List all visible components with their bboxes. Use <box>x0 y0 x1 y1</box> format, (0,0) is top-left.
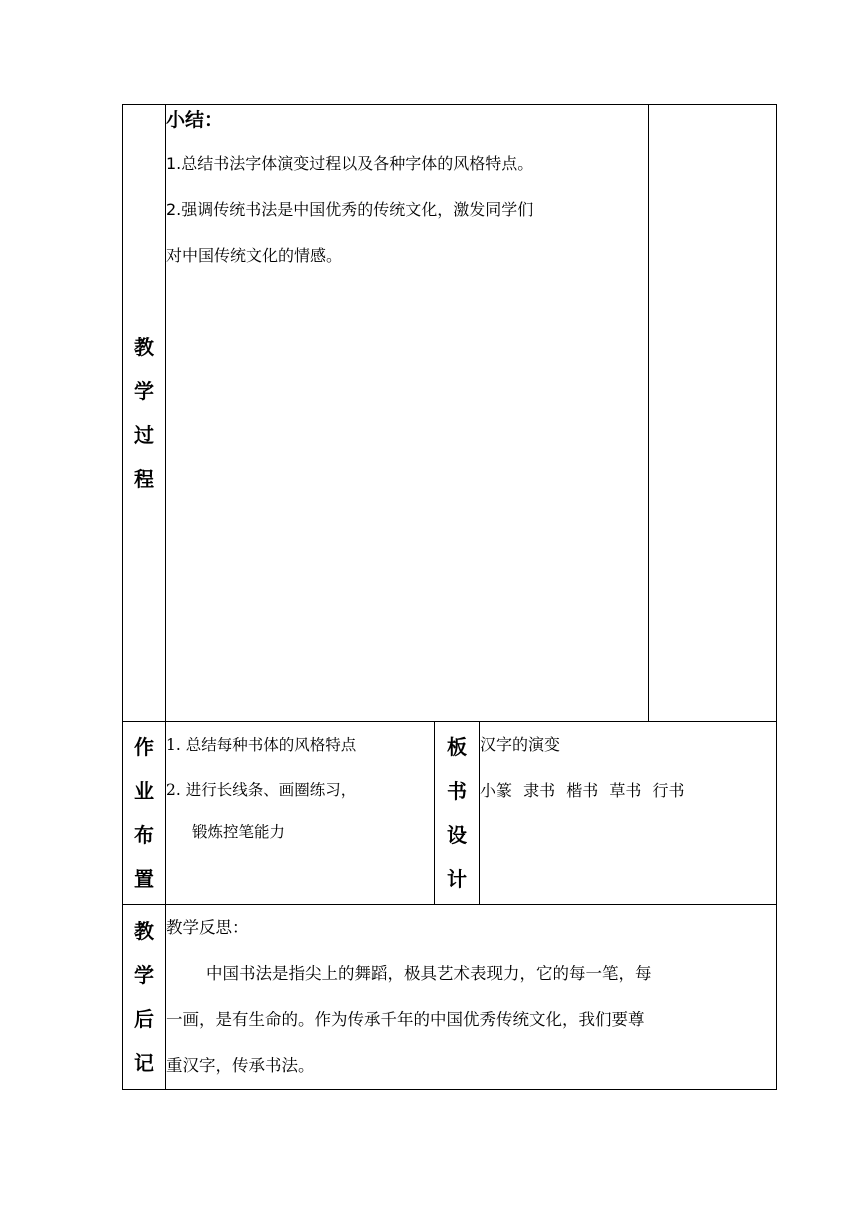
label-char: 教 <box>134 919 154 943</box>
label-char: 设 <box>447 823 467 847</box>
script-name: 行书 <box>652 781 685 800</box>
reflection-line: 重汉字，传承书法。 <box>166 1056 315 1075</box>
label-char: 后 <box>134 1007 154 1031</box>
board-design-label <box>435 722 480 905</box>
homework-row <box>123 722 777 905</box>
summary-point: 2.强调传统书法是中国优秀的传统文化，激发同学们 <box>166 200 534 219</box>
board-design-content <box>480 722 777 905</box>
teaching-process-content <box>166 105 649 722</box>
label-char: 业 <box>134 779 154 803</box>
homework-item: 1. 总结每种书体的风格特点 <box>166 736 357 754</box>
label-char: 记 <box>134 1051 154 1075</box>
teaching-process-row <box>123 105 777 722</box>
script-name: 楷书 <box>566 781 599 800</box>
board-title: 汉字的演变 <box>480 735 561 754</box>
summary-point: 1.总结书法字体演变过程以及各种字体的风格特点。 <box>166 154 534 173</box>
homework-item: 锻炼控笔能力 <box>192 823 286 841</box>
homework-label <box>123 722 166 905</box>
reflection-heading: 教学反思： <box>166 918 249 937</box>
label-char: 学 <box>134 963 154 987</box>
teaching-process-label <box>123 105 166 722</box>
summary-point: 对中国传统文化的情感。 <box>166 246 343 265</box>
label-char: 置 <box>134 867 154 891</box>
label-char: 布 <box>134 823 154 847</box>
script-name: 草书 <box>609 781 642 800</box>
homework-content <box>166 722 435 905</box>
label-char: 计 <box>447 867 467 891</box>
homework-item: 2. 进行长线条、画圈练习， <box>166 781 357 799</box>
label-char: 过 <box>134 423 154 447</box>
postscript-label <box>123 905 166 1090</box>
label-char: 书 <box>447 779 467 803</box>
postscript-content <box>166 905 777 1090</box>
board-scripts <box>480 768 776 814</box>
label-char: 作 <box>134 735 154 759</box>
label-char: 程 <box>134 467 154 491</box>
script-name: 隶书 <box>523 781 556 800</box>
reflection-line: 中国书法是指尖上的舞蹈，极具艺术表现力，它的每一笔，每 <box>206 964 652 983</box>
script-name: 小篆 <box>480 781 513 800</box>
label-char: 学 <box>134 379 154 403</box>
lesson-plan-table <box>122 104 777 1090</box>
summary-title: 小结： <box>166 109 224 131</box>
label-char: 教 <box>134 335 154 359</box>
postscript-row <box>123 905 777 1090</box>
notes-column-cell <box>649 105 777 722</box>
reflection-line: 一画，是有生命的。作为传承千年的中国优秀传统文化，我们要尊 <box>166 1010 645 1029</box>
label-char: 板 <box>447 735 467 759</box>
